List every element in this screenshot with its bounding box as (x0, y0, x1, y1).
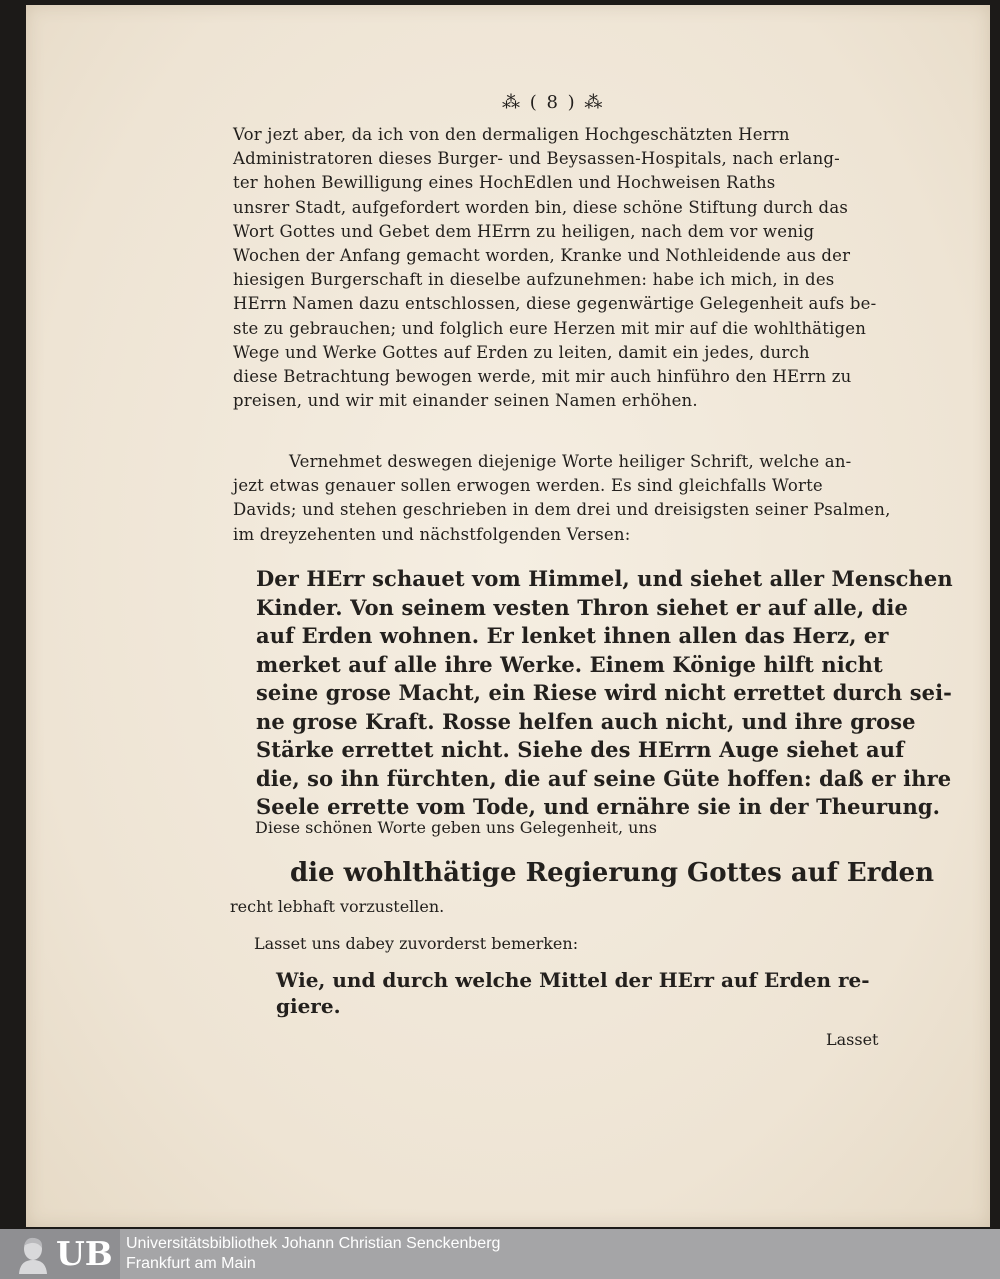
institution-location: Frankfurt am Main (126, 1255, 256, 1272)
text-line: jezt etwas genauer sollen erwogen werden. Es sind gleichfalls Worte (233, 476, 823, 496)
quote-line: ne grose Kraft. Rosse helfen auch nicht, und ihre grose (256, 708, 916, 734)
catchword: Lasset (826, 1030, 879, 1049)
quote-line: die, so ihn fürchten, die auf seine Güte hoffen: daß er ihre (256, 765, 952, 791)
text-line: Wort Gottes und Gebet dem HErrn zu heiligen, nach dem vor wenig (233, 221, 815, 241)
lead-in: Diese schönen Worte geben uns Gelegenheit, uns (255, 818, 657, 837)
quote-line: merket auf alle ihre Werke. Einem Könige hilft nicht (256, 651, 883, 677)
quote-line: Seele errette vom Tode, und ernähre sie in der Theurung. (256, 794, 941, 819)
text-line: Wochen der Anfang gemacht worden, Kranke und Nothleidende aus der (233, 245, 851, 265)
quote-line: Kinder. Von seinem vesten Thron siehet er auf alle, die (256, 594, 908, 620)
text-line: Wege und Werke Gottes auf Erden zu leiten, damit ein jedes, durch (233, 342, 810, 362)
topic-tail: recht lebhaft vorzustellen. (230, 897, 445, 916)
scripture-quote (256, 565, 953, 822)
library-logo[interactable] (0, 1229, 120, 1279)
first-part-lead: Lasset uns dabey zuvorderst bemerken: (254, 934, 579, 953)
first-part-heading (276, 967, 870, 1019)
text-line: im dreyzehenten und nächstfolgenden Versen: (233, 524, 631, 544)
quote-line: seine grose Macht, ein Riese wird nicht errettet durch sei- (256, 680, 952, 705)
portrait-icon (16, 1234, 50, 1274)
quote-line: Stärke errettet nicht. Siehe des HErrn Auge siehet auf (256, 737, 905, 762)
heading-line: giere. (276, 994, 341, 1018)
text-line: HErrn Namen dazu entschlossen, diese gegenwärtige Gelegenheit aufs be- (233, 294, 877, 314)
library-footer-bar (0, 1229, 1000, 1279)
text-line: Administratoren dieses Burger- und Beysassen-Hospitals, nach erlang- (233, 149, 840, 169)
sermon-topic: die wohlthätige Regierung Gottes auf Erden (290, 858, 934, 888)
text-line: ste zu gebrauchen; und folglich eure Herzen mit mir auf die wohlthätigen (233, 318, 867, 338)
paragraph-1 (233, 123, 876, 413)
text-line: ter hohen Bewilligung eines HochEdlen und Hochweisen Raths (233, 173, 776, 193)
text-line: unsrer Stadt, aufgefordert worden bin, diese schöne Stiftung durch das (233, 197, 849, 217)
quote-line: auf Erden wohnen. Er lenket ihnen allen das Herz, er (256, 623, 889, 648)
logo-text: UB (56, 1234, 113, 1273)
page-header: ⁂ ( 8 ) ⁂ (502, 92, 605, 113)
text-line: preisen, und wir mit einander seinen Namen erhöhen. (233, 391, 698, 411)
text-line: hiesigen Burgerschaft in dieselbe aufzunehmen: habe ich mich, in des (233, 270, 835, 290)
quote-line: Der HErr schauet vom Himmel, und siehet aller Menschen (256, 566, 953, 591)
institution-name: Universitätsbibliothek Johann Christian Senckenberg (126, 1235, 501, 1252)
heading-line: Wie, und durch welche Mittel der HErr auf Erden re- (276, 968, 870, 992)
text-line: Vor jezt aber, da ich von den dermaligen Hochgeschätzten Herrn (233, 125, 790, 144)
text-line: diese Betrachtung bewogen werde, mit mir auch hinführo den HErrn zu (233, 366, 852, 386)
text-line: Vernehmet deswegen diejenige Worte heiliger Schrift, welche an- (289, 452, 852, 471)
text-line: Davids; und stehen geschrieben in dem drei und dreisigsten seiner Psalmen, (233, 500, 891, 520)
paragraph-2 (233, 450, 891, 547)
